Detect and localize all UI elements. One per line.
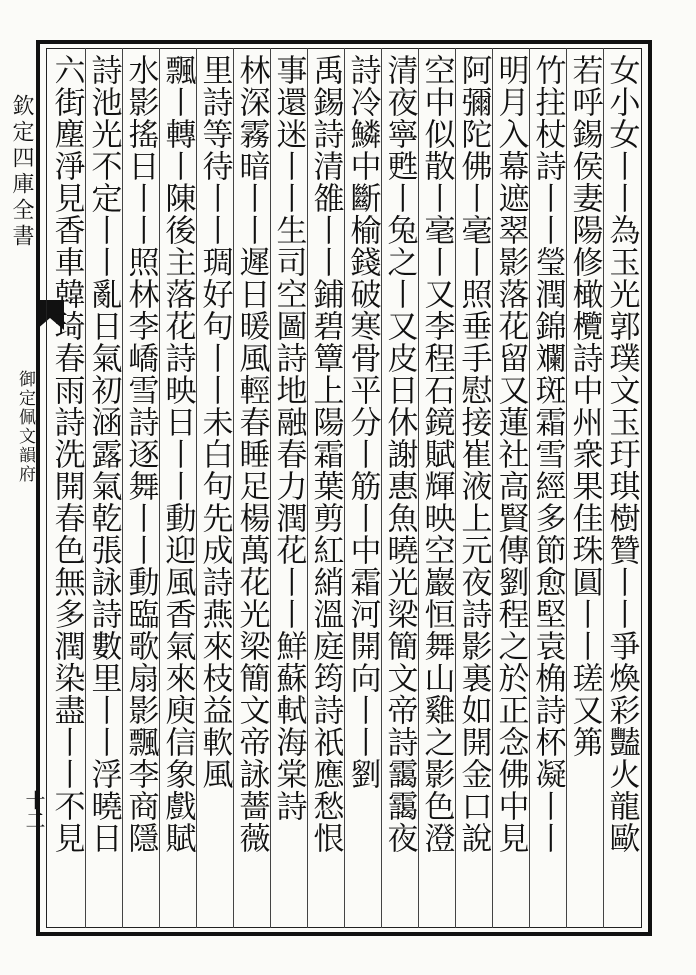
text-column: 詩冷鱗中斷榆錢破寒骨平分丨筋丨中霜河開向丨丨劉: [344, 54, 381, 790]
text-column: 詩池光不定丨丨亂日氣初涵露氣乾張詠詩數里丨丨浮曉日: [85, 54, 122, 854]
text-column: 飄丨轉丨陳後主落花詩映日丨丨動迎風香氣來庾信象戲賦: [159, 54, 196, 854]
book-title: 欽定四庫全書: [9, 94, 34, 250]
text-column: 里詩等待丨丨琱好句丨丨未白句先成詩燕來枝益軟風: [196, 54, 233, 790]
text-column: 林深霧暗丨丨遲日暖風輕春睡足楊萬花光梁簡文帝詠薔薇: [233, 54, 270, 854]
text-column: 明月入幕遮翠影落花留又蓮社高賢傳劉程之於正念佛中見: [492, 54, 529, 854]
text-column: 女小女丨丨為玉光郭璞文玉玗琪樹贊丨丨爭煥彩豔火龍歐: [603, 54, 640, 854]
text-column: 禹錫詩清雒丨丨鋪碧簟上陽霜葉剪紅綃溫庭筠詩祇應愁恨: [307, 54, 344, 854]
text-column: 空中似散丨毫丨又李程石鏡賦輝映空巖恒舞山雞之影色澄: [418, 54, 455, 854]
text-column: 六街塵淨見香車韓琦春雨詩洗開春色無多潤染盡丨丨不見: [48, 54, 85, 854]
text-column: 事還迷丨丨生司空圖詩地融春力潤花丨丨鮮蘇軾海棠詩: [270, 54, 307, 822]
text-column: 清夜寧甦丨兔之丨又皮日休謝惠魚曉光梁簡文帝詩靄靄夜: [381, 54, 418, 854]
text-column: 阿彌陀佛丨毫丨照垂手慰接崔液上元夜詩影裏如開金口說: [455, 54, 492, 854]
text-column: 若呼錫侯妻陽修橄欖詩中州衆果佳珠圓丨丨瑳又笰: [566, 54, 603, 758]
section-title: 御定佩文韻府: [15, 370, 35, 484]
text-column: 水影搖日丨丨照林李嶠雪詩逐舞丨丨動臨歌扇影飄李商隱: [122, 54, 159, 854]
page-number: 十二: [22, 790, 46, 830]
text-column: 竹拄杖詩丨丨瑩潤錦斕斑霜雪經多節愈堅袁桷詩杯凝丨丨: [529, 54, 566, 854]
